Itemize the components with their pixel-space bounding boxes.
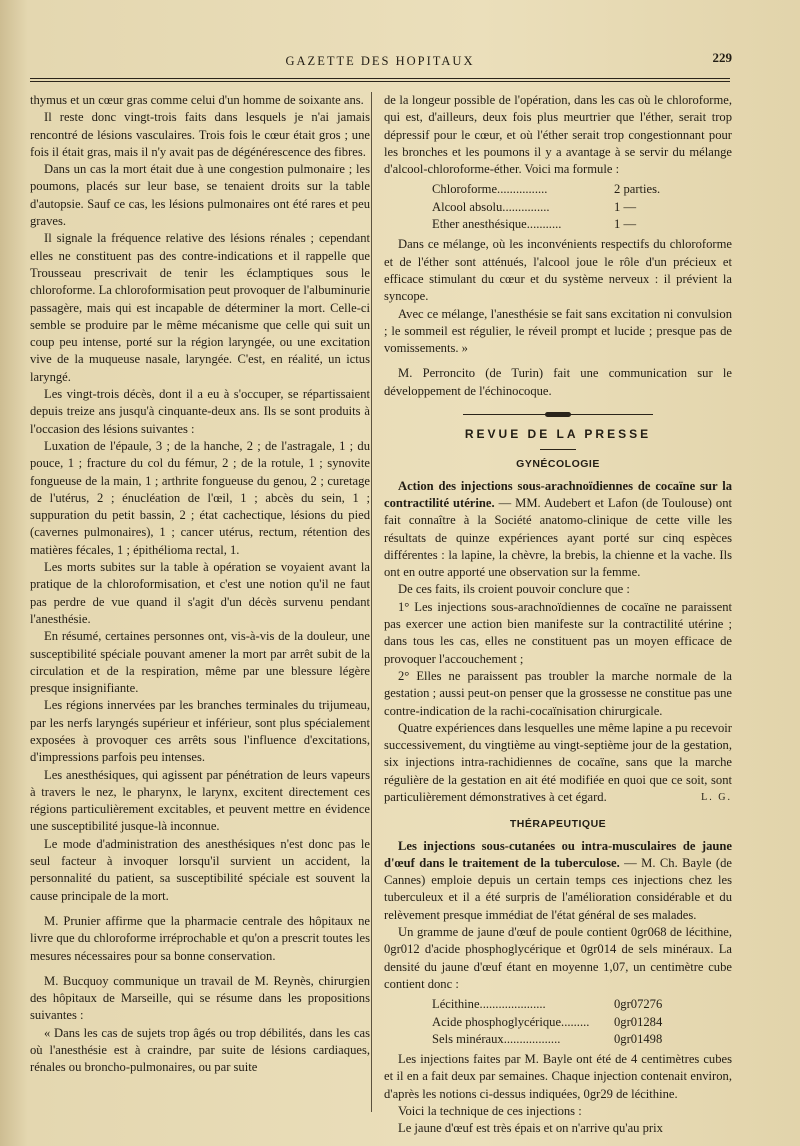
composition-table [384, 996, 732, 1048]
paragraph: Avec ce mélange, l'anesthésie se fait sans excitation ni convulsion ; le sommeil est régulier, le réveil prompt et lucide ; presque pas de vomissements. » [384, 306, 732, 356]
formula-table [384, 181, 732, 233]
author-signature: L. G. [701, 791, 732, 803]
ornament-divider [463, 412, 653, 418]
paragraph: Les injections faites par M. Bayle ont été de 4 centimètres cubes et il en a fait deux par semaines. Chaque injection contenait environ, d'après les notions ci-dessus indiquées, 0gr29 de lécithine. [384, 1052, 732, 1101]
paragraph: thymus et un cœur gras comme celui d'un homme de soixante ans. [30, 93, 364, 107]
paragraph: Les régions innervées par les branches terminales du trijumeau, par les nerfs laryngés supérieur et inférieur, sont plus spécialement exposées à provoquer ces arrêts sous l'influence d'excitations, d'impressions parfois peu intenses. [30, 698, 370, 765]
paragraph: Voici la technique de ces injections : [398, 1104, 582, 1119]
formula-ingredient: Ether anesthésique........... [432, 217, 562, 232]
paragraph: M. Bucquoy communique un travail de M. Reynès, chirurgien des hôpitaux de Marseille, qui se résume dans les propositions suivantes : [30, 973, 370, 1023]
subsection-title: GYNÉCOLOGIE [516, 458, 600, 471]
article-title: Action des injections sous-arachnoïdiennes de cocaïne sur la contractilité utérine. [384, 478, 732, 510]
header-rule [30, 78, 730, 82]
subsection-title: THÉRAPEUTIQUE [509, 818, 607, 831]
paragraph: Les anesthésiques, qui agissent par pénétration de leurs vapeurs à travers le nez, le pharynx, le larynx, excitent directement ces régions particulièrement excitables, et peuvent mettre en évidence une susceptibilité jusque-là inconnue. [30, 767, 370, 834]
paragraph: Il reste donc vingt-trois faits dans lesquels je n'ai jamais rencontré de lésions vasculaires. Trois fois le cœur était gros ; une fois il était gras, mais il n'y avait pas de dégénérescence des fibres. [30, 110, 370, 159]
quote-paragraph: « Dans les cas de sujets trop âgés ou trop débilités, dans les cas où l'anesthésie est à craindre, par suite de lésions cardiaques, rénales ou broncho-pulmonaires, ou par suite [30, 1025, 370, 1075]
paragraph [384, 720, 732, 806]
formula-row [384, 199, 732, 216]
paragraph: Un gramme de jaune d'œuf de poule contient 0gr068 de lécithine, 0gr012 d'acide phosphoglycérique et 0gr014 de sels minéraux. La densité du jaune d'œuf étant en moyenne 1,07, un centimètre cube contient donc : [384, 925, 732, 991]
formula-quantity: 1 — [614, 217, 637, 232]
composition-name: Lécithine..................... [432, 997, 546, 1012]
article-lead: — MM. Audebert et Lafon (de Toulouse) ont fait connaître à la Société anatomo-clinique de cette ville les résultats de quinze expériences ayant porté sur cinq espèces différentes : la lapine, la chèvre, la brebis, la chienne et la vache. Ils ont en outre apporté une observation sur la femme. [384, 495, 732, 580]
composition-value: 0gr01284 [614, 1014, 663, 1029]
paragraph: Les morts subites sur la table à opération se voyaient avant la pratique de la chloroformisation, et c'est une notion qu'il ne faut pas perdre de vue quand il s'agit d'un décès survenu pendant l'anesthésie. [30, 560, 370, 626]
paragraph-text: Quatre expériences dans lesquelles une même lapine a pu recevoir successivement, du vingtième au vingt-septième jour de la gestation, six injections intra-rachidiennes de cocaïne, sans que la marche régulière de la gestation en ait été modifiée en quoi que ce soit, sont particulièrement démonstratives à cet égard. [384, 720, 732, 804]
page-header [30, 50, 732, 74]
paragraph: Les vingt-trois décès, dont il a eu à s'occuper, se répartissaient depuis treize ans jusqu'à cinquante-deux ans. Ils se sont produits à l'occasion des lésions suivantes : [30, 387, 370, 436]
paragraph: de la longeur possible de l'opération, dans les cas où le chloroforme, qui est, d'ailleurs, deux fois plus meurtrier que l'éther, serait trop dépressif pour le cœur, et où l'éther serait trop congestionnant pour les bronches et les poumons il y a avantage à se servir du mélange d'alcool-chloroforme-éther. Voici ma formule : [384, 93, 732, 177]
paragraph: Le mode d'administration des anesthésiques n'est donc pas le seul facteur à invoquer lorsqu'il survient un accident, la personnalité du patient, sa susceptibilité spéciale est souvent la cause principale de la mort. [30, 836, 370, 903]
formula-quantity: 1 — [614, 199, 637, 214]
composition-name: Acide phosphoglycérique......... [432, 1014, 590, 1029]
formula-row [384, 216, 732, 233]
paragraph: 2° Elles ne paraissent pas troubler la marche normale de la gestation ; aussi peut-on penser que la grossesse ne constitue pas une contre-indication de la rachi-cocaïnisation chirurgicale. [384, 668, 732, 718]
paragraph: Dans un cas la mort était due à une congestion pulmonaire ; les poumons, placés sur leur base, se tenaient droits sur la table d'autopsie. Sauf ce cas, les lésions pulmonaires ont été rares et peu graves. [30, 162, 370, 229]
composition-row [384, 1031, 732, 1048]
composition-row [384, 996, 732, 1013]
section-title: REVUE DE LA PRESSE [464, 427, 652, 442]
paragraph: De ces faits, ils croient pouvoir conclure que : [398, 582, 630, 597]
paragraph: Luxation de l'épaule, 3 ; de la hanche, 2 ; de l'astragale, 1 ; du pouce, 1 ; fracture du col du fémur, 2 ; de la rotule, 1 ; synovite fongueuse de la main, 1 ; arthrite fongueuse du genou, 2 ; curetage de l'utérus, 2 ; énucléation de l'œil, 1 ; abcès du sein, 1 ; suppuration du petit bassin, 2 ; état cachectique, lésions du pied (cavernes pulmonaires), 1 ; cancer utérus, rectum, rétention des matières fécales, 1 ; épithélioma rectal, 1. [30, 438, 370, 557]
paragraph: 1° Les injections sous-arachnoïdiennes de cocaïne ne paraissent pas exercer une action bien manifeste sur la contractilité utérine ; dans tous les cas, elles ne constituent pas un moyen efficace de provoquer l'accouchement ; [384, 599, 732, 666]
paragraph: M. Prunier affirme que la pharmacie centrale des hôpitaux ne livre que du chloroforme irréprochable et qu'on a prescrit toutes les mesures nécessaires pour sa bonne conservation. [30, 913, 370, 963]
page-number: 229 [712, 50, 732, 65]
short-rule [540, 449, 576, 450]
left-column [30, 92, 370, 1077]
paragraph: M. Perroncito (de Turin) fait une communication sur le développement de l'échinocoque. [384, 366, 732, 398]
formula-ingredient: Chloroforme................ [432, 182, 548, 197]
right-column [384, 92, 732, 1138]
formula-ingredient: Alcool absolu............... [432, 199, 550, 214]
article-title: Les injections sous-cutanées ou intra-musculaires de jaune d'œuf dans le traitement de la tuberculose. [384, 838, 732, 870]
running-title: GAZETTE DES HOPITAUX [285, 54, 475, 68]
article-paragraph [384, 478, 732, 582]
paragraph: Le jaune d'œuf est très épais et on n'arrive qu'au prix [398, 1121, 663, 1136]
paragraph: Il signale la fréquence relative des lésions rénales ; cependant elles ne constituent pas des contre-indications et il rappelle que Trousseau prescrivait de tenir les éclamptiques sous le chloroforme. La chloroformisation peut provoquer de l'albuminurie passagère, mais qui est incapable de déterminer la mort. Celle-ci semble se produire par le même mécanisme que celle qui suit un coup peu intense, porté sur la région laryngée, ou une excitation vive de la muqueuse nasale, laryngée. C'est, en réalité, un ictus laryngé. [30, 231, 370, 384]
article-paragraph [384, 838, 732, 924]
formula-quantity: 2 parties. [614, 182, 661, 197]
composition-value: 0gr07276 [614, 997, 663, 1012]
column-divider [371, 92, 372, 1112]
composition-value: 0gr01498 [614, 1031, 663, 1046]
paragraph: En résumé, certaines personnes ont, vis-à-vis de la douleur, une susceptibilité spéciale pouvant amener la mort par arrêt subit de la circulation et de la respiration, même par une blessure légère presque insignifiante. [30, 629, 370, 696]
composition-row [384, 1014, 732, 1031]
composition-name: Sels minéraux.................. [432, 1031, 561, 1046]
paragraph: Dans ce mélange, où les inconvénients respectifs du chloroforme et de l'éther sont atténués, l'alcool joue le rôle d'un précieux et efficace stimulant du cœur et du système nerveux : il prévient la syncope. [384, 237, 732, 304]
formula-row [384, 181, 732, 198]
article-lead: — M. Ch. Bayle (de Cannes) emploie depuis un certain temps ces injections chez les tuberculeux et il a été surpris de l'amélioration considérable et du relèvement presque immédiat de l'état général de ses malades. [384, 855, 732, 922]
